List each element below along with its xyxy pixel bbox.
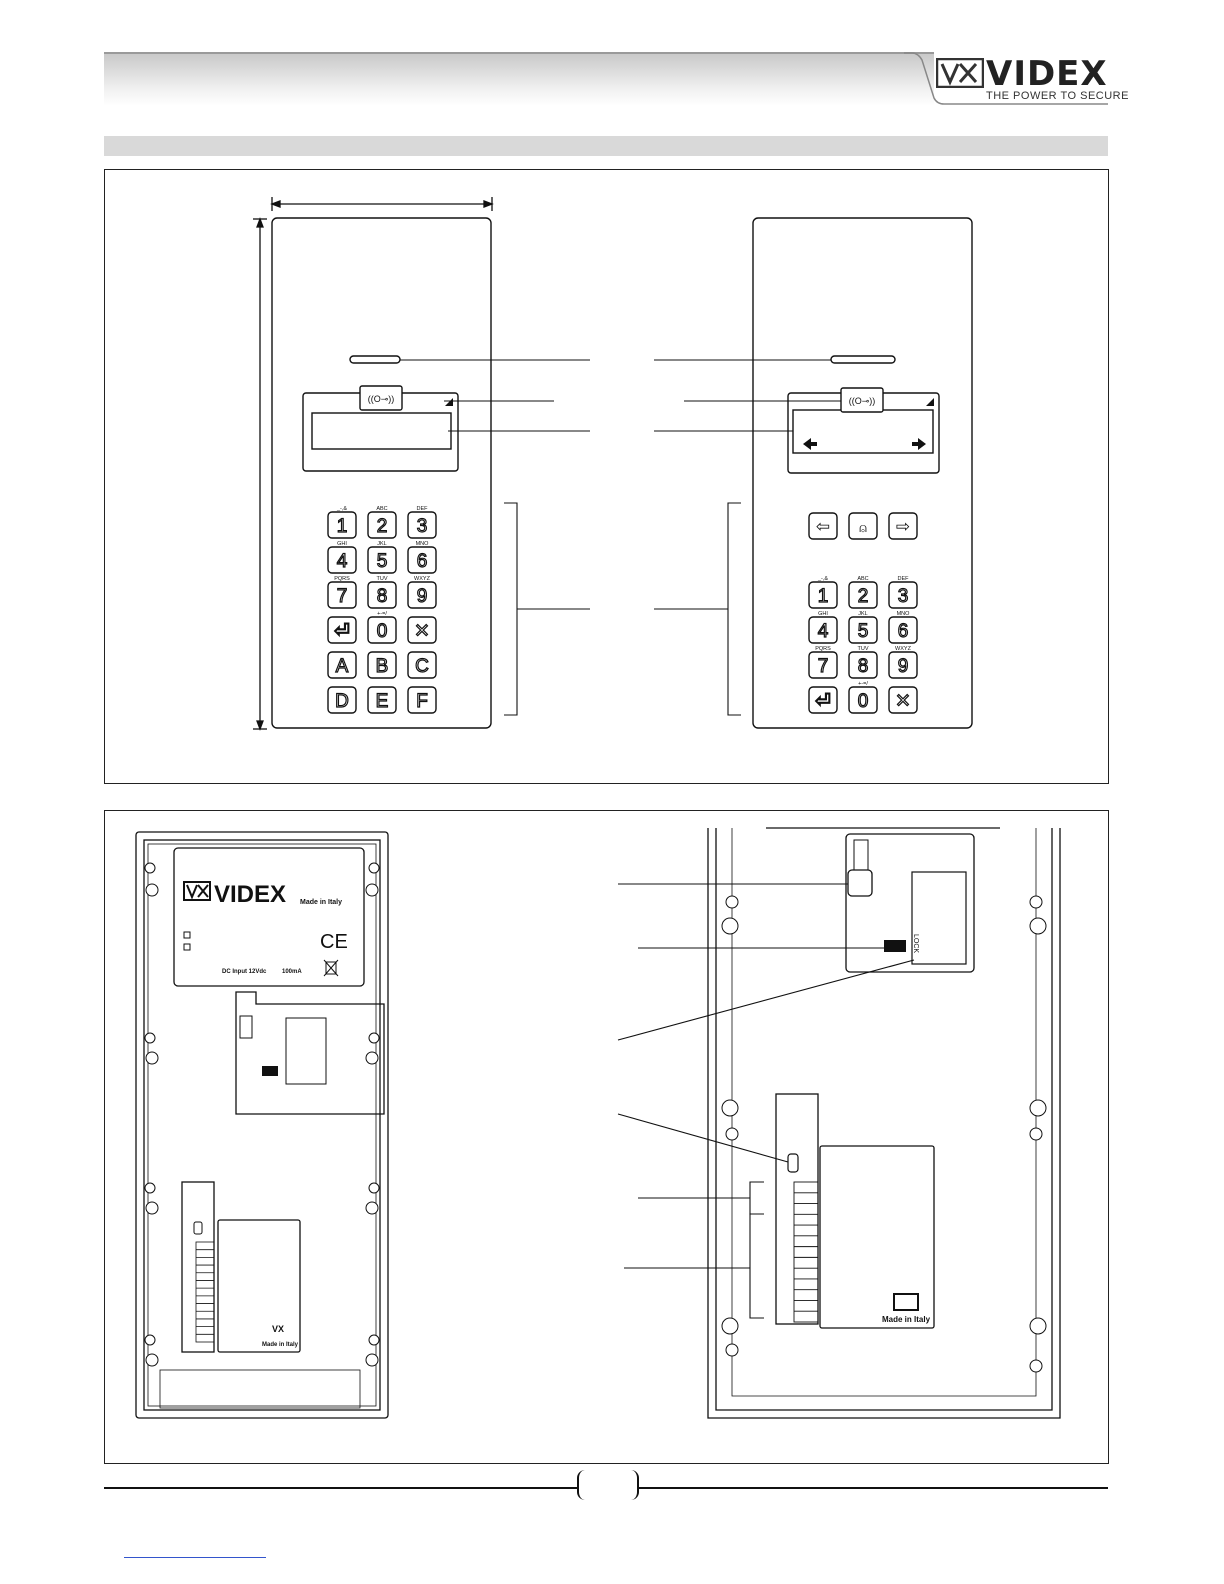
signal-icon	[926, 398, 934, 406]
display-right-arrow-icon	[912, 438, 926, 450]
key-3[interactable]	[889, 576, 917, 608]
videx-logo-text: VIDEX	[986, 54, 1108, 94]
key-0[interactable]	[849, 681, 877, 713]
key-label: D	[335, 691, 349, 712]
videx-tagline: THE POWER TO SECURE	[986, 90, 1129, 102]
right-arrow-icon: ⇨	[895, 517, 911, 536]
key-label: 4	[817, 621, 829, 642]
sim-holder	[912, 872, 966, 964]
key-sub-label: JKL	[377, 541, 387, 547]
key-2[interactable]	[849, 576, 877, 608]
key-sub-label: PQRS	[334, 576, 350, 582]
key-sub-label: DEF	[416, 506, 428, 512]
key-label: 7	[817, 656, 829, 677]
key-label: 2	[376, 516, 388, 537]
key-sub-label: MNO	[896, 611, 910, 617]
key-label: 9	[416, 586, 428, 607]
key-sub-label: WXYZ	[895, 646, 911, 652]
keypad-svg	[807, 574, 927, 716]
key-label: 6	[416, 551, 428, 572]
key-9[interactable]	[889, 646, 917, 678]
key-label: 0	[857, 691, 869, 712]
terminal-block	[794, 1182, 818, 1322]
keypad-svg	[326, 504, 446, 716]
bell-icon: ⍝	[859, 520, 867, 535]
rfid-icon: ((O⊸))	[848, 396, 876, 406]
right-nav-keys	[807, 511, 927, 541]
usb-port	[194, 1222, 202, 1234]
key-sub-label: DEF	[897, 576, 909, 582]
key-label: F	[416, 691, 428, 712]
key-6[interactable]	[889, 611, 917, 643]
key-label: 4	[336, 551, 348, 572]
key-sub-label: ABC	[857, 576, 869, 582]
key-sub-label: _-,&	[817, 576, 829, 582]
key-label: 5	[376, 551, 388, 572]
label-power: DC Input 12Vdc	[222, 969, 267, 975]
key-7[interactable]	[328, 576, 356, 608]
key-cancel[interactable]	[889, 687, 917, 713]
key-E[interactable]	[368, 687, 396, 713]
rear-callout-lines	[618, 884, 914, 1318]
key-label: E	[375, 691, 389, 712]
key-label: 1	[817, 586, 829, 607]
key-4[interactable]	[328, 541, 356, 573]
front-views-drawing	[104, 169, 1108, 783]
label-checkbox	[184, 932, 190, 938]
key-label: 3	[416, 516, 428, 537]
display-left-arrow-icon	[803, 438, 817, 450]
label-checkbox	[184, 944, 190, 950]
key-label: ✕	[414, 621, 430, 642]
key-sub-label: +-=/	[858, 681, 868, 687]
dip-switch	[884, 940, 906, 952]
key-6[interactable]	[408, 541, 436, 573]
key-8[interactable]	[368, 576, 396, 608]
left-arrow-key[interactable]	[809, 513, 837, 539]
key-label: ⏎	[815, 691, 831, 712]
key-label: 1	[336, 516, 348, 537]
page-number-tab	[577, 1470, 639, 1500]
key-label: 2	[857, 586, 869, 607]
right-rear-panel	[708, 828, 1060, 1418]
usb-port	[788, 1154, 798, 1172]
videx-logo-mark	[936, 58, 984, 88]
label-current: 100mA	[282, 969, 302, 975]
key-cancel[interactable]	[408, 617, 436, 643]
module-made-in: Made in Italy	[882, 1315, 931, 1324]
key-sub-label: PQRS	[815, 646, 831, 652]
left-rear-panel	[136, 832, 388, 1418]
key-sub-label: +-=/	[377, 611, 387, 617]
nav-keys-svg	[807, 511, 927, 541]
sim-holder	[286, 1018, 326, 1084]
terminal-block	[196, 1242, 214, 1342]
key-label: 0	[376, 621, 388, 642]
key-label: 7	[336, 586, 348, 607]
key-label: B	[375, 656, 389, 677]
key-4[interactable]	[809, 611, 837, 643]
ce-mark: CE	[320, 931, 348, 953]
key-sub-label: GHI	[818, 611, 828, 617]
key-enter[interactable]	[328, 617, 356, 643]
key-label: 5	[857, 621, 869, 642]
key-label: ⏎	[334, 621, 350, 642]
module-vx-mark: VX	[272, 1324, 285, 1334]
key-F[interactable]	[408, 687, 436, 713]
right-arrow-key[interactable]	[889, 513, 917, 539]
label-made-in: Made in Italy	[300, 899, 343, 906]
height-dimension	[253, 219, 267, 729]
key-sub-label: TUV	[857, 646, 869, 652]
key-1[interactable]	[328, 506, 356, 538]
key-sub-label: ABC	[376, 506, 388, 512]
key-label: 8	[857, 656, 869, 677]
key-enter[interactable]	[809, 687, 837, 713]
key-A[interactable]	[328, 652, 356, 678]
right-keypad	[807, 574, 927, 716]
right-rear-screws	[722, 896, 1046, 1372]
key-sub-label: MNO	[415, 541, 429, 547]
footer-link-underline[interactable]	[124, 1557, 266, 1558]
section-title-bar	[104, 136, 1108, 156]
callout-lines	[400, 360, 841, 715]
key-sub-label: WXYZ	[414, 576, 430, 582]
key-3[interactable]	[408, 506, 436, 538]
key-label: A	[335, 656, 349, 677]
key-9[interactable]	[408, 576, 436, 608]
key-7[interactable]	[809, 646, 837, 678]
header-bar	[104, 52, 934, 106]
key-B[interactable]	[368, 652, 396, 678]
key-label: 9	[897, 656, 909, 677]
key-D[interactable]	[328, 687, 356, 713]
key-label: C	[415, 656, 429, 677]
key-label: ✕	[895, 691, 911, 712]
key-label: 6	[897, 621, 909, 642]
key-1[interactable]	[809, 576, 837, 608]
rfid-icon: ((O⊸))	[367, 394, 395, 404]
key-5[interactable]	[849, 611, 877, 643]
antenna-connector	[848, 870, 872, 896]
rear-views-drawing	[104, 810, 1108, 1463]
key-2[interactable]	[368, 506, 396, 538]
key-C[interactable]	[408, 652, 436, 678]
key-label: 8	[376, 586, 388, 607]
label-brand: VIDEX	[214, 881, 287, 908]
key-sub-label: JKL	[858, 611, 868, 617]
bell-key[interactable]	[849, 513, 877, 539]
key-5[interactable]	[368, 541, 396, 573]
width-dimension	[272, 197, 492, 211]
left-arrow-icon: ⇦	[815, 517, 831, 536]
key-label: 3	[897, 586, 909, 607]
key-sub-label: TUV	[376, 576, 388, 582]
module-made-in: Made in Italy	[262, 1342, 299, 1348]
sim-lock-text: LOCK	[912, 934, 919, 954]
dip-switch	[262, 1066, 278, 1076]
module-vx-mark	[894, 1294, 918, 1310]
key-0[interactable]	[368, 611, 396, 643]
left-keypad	[326, 504, 446, 716]
key-sub-label: _-,&	[336, 506, 348, 512]
key-8[interactable]	[849, 646, 877, 678]
antenna-connector	[240, 1016, 252, 1038]
key-sub-label: GHI	[337, 541, 347, 547]
signal-icon	[445, 398, 453, 406]
